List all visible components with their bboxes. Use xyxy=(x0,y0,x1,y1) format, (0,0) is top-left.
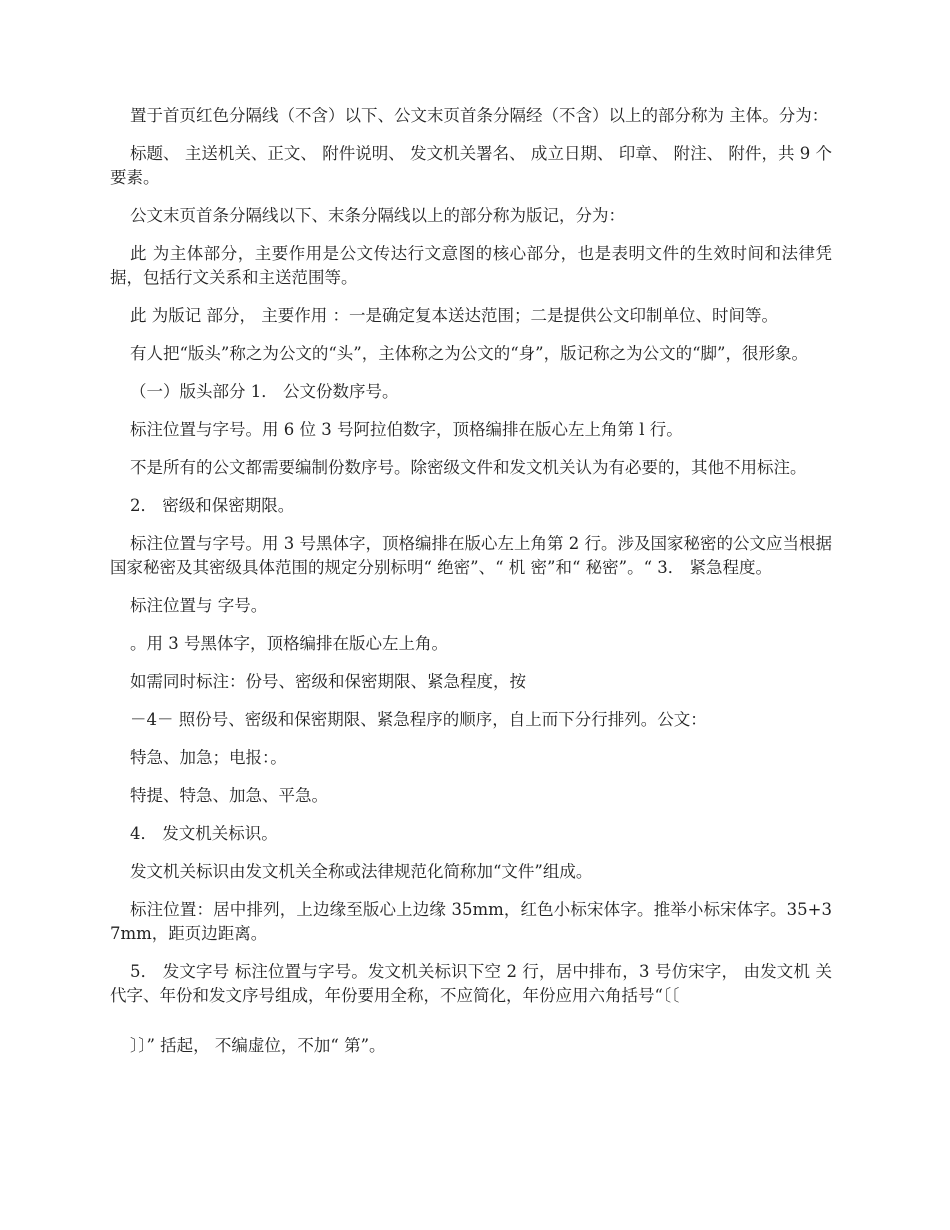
paragraph-5: 此 为版记 部分， 主要作用 ：一是确定复本送达范围；二是提供公文印制单位、时间等。 xyxy=(130,306,778,325)
paragraph-16: 特急、加急；电报：。 xyxy=(130,748,287,767)
document-body xyxy=(110,104,832,1072)
paragraph-4: 此 为主体部分，主要作用是公文传达行文意图的核心部分，也是表明文件的生效时间和法律凭据，包括行文关系和主送范围等。 xyxy=(110,244,832,287)
paragraph-19: 发文机关标识由发文机关全称或法律规范化简称加“文件”组成。 xyxy=(130,862,593,881)
paragraph-2: 标题、 主送机关、正文、 附件说明、 发文机关署名、 成立日期、 印章、 附注、 附件，共 9 个要素。 xyxy=(110,144,832,187)
paragraph-3: 公文末页首条分隔线以下、末条分隔线以上的部分称为版记，分为： xyxy=(130,206,625,225)
paragraph-10: 2． 密级和保密期限。 xyxy=(130,496,295,515)
paragraph-9: 不是所有的公文都需要编制份数序号。除密级文件和发文机关认为有必要的，其他不用标注。 xyxy=(130,458,807,477)
paragraph-18: 4． 发文机关标识。 xyxy=(130,824,278,843)
paragraph-8: 标注位置与字号。用 6 位 3 号阿拉伯数字，顶格编排在版心左上角第 l 行。 xyxy=(130,420,683,439)
paragraph-7: （一）版头部分 1． 公文份数序号。 xyxy=(130,382,399,401)
paragraph-15: －4－ 照份号、密级和保密期限、紧急程序的顺序，自上而下分行排列。公文： xyxy=(130,710,707,729)
paragraph-22: 〕〕” 括起， 不编虚位，不加“ 第”。 xyxy=(130,1036,386,1055)
paragraph-21: 5． 发文字号 标注位置与字号。发文机关标识下空 2 行，居中排布，3 号仿宋字， 由发文机 关代字、年份和发文序号组成，年份要用全称，不应简化，年份应用六角括号“〔〔 xyxy=(110,962,832,1005)
paragraph-1: 置于首页红色分隔线（不含）以下、公文末页首条分隔经（不含）以上的部分称为 主体。分为： xyxy=(130,106,829,125)
paragraph-14: 如需同时标注：份号、密级和保密期限、紧急程度，按 xyxy=(130,672,526,691)
paragraph-17: 特提、特急、加急、平急。 xyxy=(130,786,328,805)
paragraph-20: 标注位置：居中排列，上边缘至版心上边缘 35mm，红色小标宋体字。推举小标宋体字。35+37mm，距页边距离。 xyxy=(110,900,832,943)
paragraph-11: 标注位置与字号。用 3 号黑体字，顶格编排在版心左上角第 2 行。涉及国家秘密的公文应当根据国家秘密及其密级具体范围的规定分别标明“ 绝密”、“ 机 密”和“ 秘密”。“ 3． 紧急程度。 xyxy=(110,534,832,577)
paragraph-12: 标注位置与 字号。 xyxy=(130,596,268,615)
paragraph-13: 。用 3 号黑体字，顶格编排在版心左上角。 xyxy=(130,634,448,653)
paragraph-6: 有人把“版头”称之为公文的“头”，主体称之为公文的“身”，版记称之为公文的“脚”，很形象。 xyxy=(130,344,808,363)
